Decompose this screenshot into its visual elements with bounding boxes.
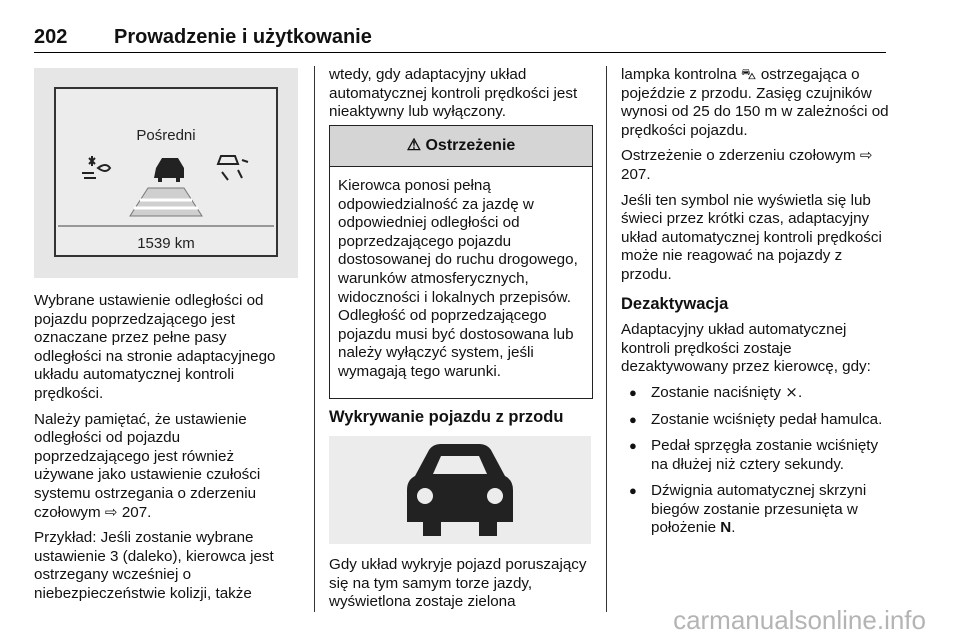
column-1 bbox=[34, 292, 298, 611]
section-heading: Wykrywanie pojazdu z przodu bbox=[329, 408, 564, 426]
warning-box bbox=[329, 125, 593, 399]
paragraph: wtedy, gdy adaptacyjny układ automatycznej kontroli prędkości jest nieaktywny lub wyłączony. bbox=[329, 66, 578, 121]
text-span: lampka kontrolna bbox=[621, 66, 737, 83]
warning-header bbox=[330, 126, 592, 167]
paragraph: Gdy układ wykryje pojazd poruszający się na tym samym torze jazdy, wyświetlona zostaje zielona bbox=[329, 556, 587, 611]
section-heading: Dezaktywacja bbox=[621, 294, 729, 313]
vehicle-ahead-large-icon bbox=[329, 436, 591, 544]
cancel-acc-button-icon: ⨯ bbox=[785, 383, 798, 401]
warning-text: Kierowca ponosi pełną odpowiedzialność za jazdę w odpowiedniej odległości od poprzedzającego pojazdu dostosowanej do ruchu drogowego, warunków atmosferycznych, widoczności i lokalnych przepisów. Odległość od poprzedzającego pojazdu musi być dostosowana lub należy wyłączyć system, jeśli wymagają tego warunki. bbox=[338, 177, 578, 380]
section-heading-wrapper bbox=[329, 408, 591, 427]
cluster-display-illustration bbox=[34, 68, 298, 278]
column-2 bbox=[329, 66, 591, 129]
warning-title: Ostrzeżenie bbox=[425, 137, 516, 154]
text-span: Dźwignia automatycznej skrzyni biegów zostanie przesunięta w położenie bbox=[651, 482, 867, 537]
vehicle-ahead-figure bbox=[329, 436, 591, 544]
column-divider bbox=[314, 66, 315, 612]
text-span: Zostanie naciśnięty bbox=[651, 383, 782, 401]
text-span: . bbox=[797, 383, 803, 401]
list-item bbox=[621, 384, 889, 403]
page-header bbox=[34, 26, 886, 53]
column-2-bottom bbox=[329, 556, 591, 619]
text-span: ostrzegająca o pojeździe z przodu. Zasięg czujników wynosi od 25 do 150 m w zależności od prędkości pojazdu. bbox=[621, 66, 889, 139]
paragraph bbox=[621, 66, 889, 140]
paragraph: Przykład: Jeśli zostanie wybrane ustawienie 3 (daleko), kierowca jest ostrzegany wcześniej o niebezpieczeństwie kolizji, także bbox=[34, 529, 274, 602]
paragraph: Należy pamiętać, że ustawienie odległości od pojazdu poprzedzającego jest również używane jako ustawienie czułości systemu ostrzegania o zderzeniu czołowym ⇨ 207. bbox=[34, 410, 261, 521]
column-3 bbox=[621, 66, 889, 546]
acc-display-figure bbox=[34, 68, 298, 278]
bullet-list bbox=[621, 384, 889, 538]
column-divider bbox=[606, 66, 607, 612]
list-item: ● Zostanie wciśnięty pedał hamulca. bbox=[621, 411, 889, 430]
warning-triangle-icon: ⚠ bbox=[406, 137, 422, 154]
vehicle-ahead-indicator-icon: ⛍ bbox=[740, 66, 757, 83]
gear-position: N bbox=[720, 519, 732, 537]
paragraph: Adaptacyjny układ automatycznej kontroli prędkości zostaje dezaktywowany przez kierowcę, gdy: bbox=[621, 321, 871, 376]
list-item: ● Pedał sprzęgła zostanie wciśnięty na dłużej niż cztery sekundy. bbox=[621, 437, 889, 474]
watermark: carmanualsonline.info bbox=[673, 605, 926, 635]
paragraph: Jeśli ten symbol nie wyświetla się lub świeci przez krótki czas, adaptacyjny układ automatycznej kontroli prędkości może nie reagować na pojazdy z przodu. bbox=[621, 191, 882, 283]
text-span: . bbox=[731, 519, 736, 537]
mode-label: Pośredni bbox=[136, 127, 196, 144]
paragraph: Ostrzeżenie o zderzeniu czołowym ⇨ 207. bbox=[621, 147, 873, 183]
odometer-reading: 1539 km bbox=[137, 235, 195, 252]
page-number: 202 bbox=[34, 26, 68, 48]
paragraph: Wybrane ustawienie odległości od pojazdu poprzedzającego jest oznaczane przez pełne pasy odległości na stronie adaptacyjnego układu automatycznej kontroli prędkości. bbox=[34, 292, 276, 402]
list-item bbox=[621, 482, 889, 538]
page-title: Prowadzenie i użytkowanie bbox=[114, 26, 372, 48]
